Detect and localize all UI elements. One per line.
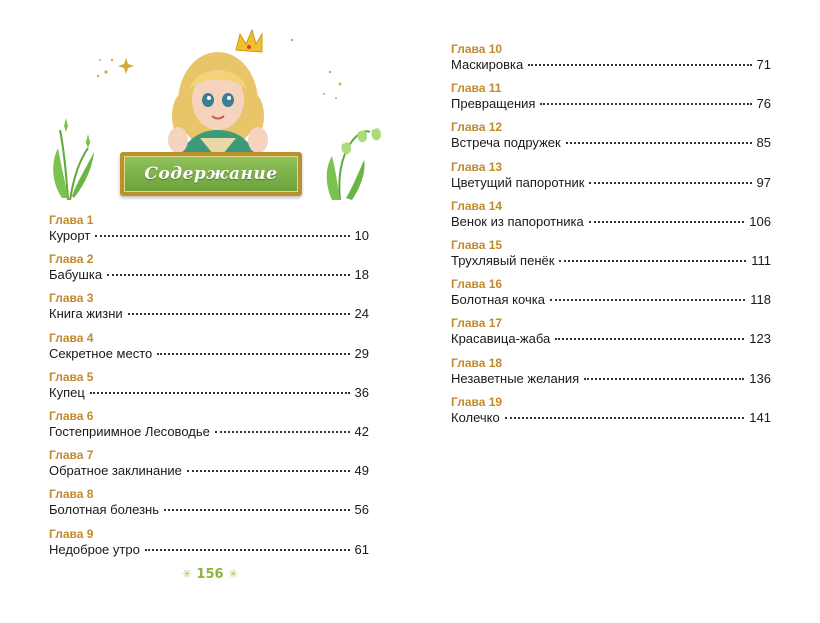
toc-entry (451, 160, 771, 199)
page-number-footer (180, 567, 240, 582)
dot-leader (550, 299, 745, 301)
entry-line (451, 330, 771, 347)
toc-entry (49, 331, 369, 370)
chapter-page-number: 10 (354, 228, 369, 243)
dot-leader (90, 392, 350, 394)
chapter-title: Секретное место (49, 345, 153, 361)
entry-line (451, 213, 771, 230)
sparkle-icon (97, 58, 134, 77)
toc-entry (451, 42, 771, 81)
sparkle-icon (291, 39, 342, 99)
chapter-title: Незаветные желания (451, 370, 580, 386)
chapter-page-number: 24 (354, 306, 369, 322)
chapter-page-number: 49 (354, 463, 369, 479)
dot-leader (95, 235, 349, 237)
entry-line (49, 227, 369, 244)
chapter-page-number: 118 (750, 292, 771, 308)
dot-leader (589, 221, 745, 223)
chapter-page-number: 36 (354, 384, 369, 400)
chapter-title: Книга жизни (49, 306, 123, 322)
dot-leader (559, 260, 746, 262)
toc-entry (451, 81, 771, 120)
toc-entry (451, 120, 771, 159)
toc-entry (451, 277, 771, 316)
chapter-page-number: 97 (756, 174, 771, 190)
title-plaque (120, 152, 302, 196)
entry-line (49, 541, 369, 558)
entry-line (451, 291, 771, 308)
chapter-title: Венок из папоротника (451, 213, 584, 229)
entry-line (451, 370, 771, 387)
dot-leader (555, 338, 744, 340)
chapter-label: Глава 13 (451, 159, 503, 174)
chapter-label: Глава 9 (49, 526, 94, 541)
dot-leader (164, 509, 350, 511)
toc-entry (451, 395, 771, 434)
chapter-label: Глава 18 (451, 355, 503, 370)
chapter-label: Глава 10 (451, 42, 503, 56)
chapter-title: Трухлявый пенёк (451, 252, 555, 268)
dot-leader (157, 353, 349, 355)
entry-line (451, 252, 771, 269)
chapter-title: Болотная болезнь (49, 502, 159, 518)
chapter-label: Глава 15 (451, 237, 503, 252)
dot-leader (107, 274, 349, 276)
chapter-title: Маскировка (451, 57, 524, 72)
chapter-title: Цветущий папоротник (451, 174, 585, 190)
chapter-label: Глава 8 (49, 487, 94, 502)
dot-leader (589, 182, 751, 184)
toc-entry (451, 199, 771, 238)
chapter-title: Превращения (451, 96, 536, 112)
entry-line (451, 56, 771, 73)
star-icon: ✳ (228, 567, 239, 581)
chapter-label: Глава 14 (451, 198, 503, 213)
page-number: 156 (196, 567, 224, 582)
chapter-title: Купец (49, 384, 85, 400)
chapter-page-number: 71 (756, 57, 771, 72)
chapter-page-number: 106 (749, 213, 771, 229)
dot-leader (566, 142, 752, 144)
chapter-page-number: 123 (749, 331, 771, 347)
chapter-page-number: 141 (749, 409, 771, 425)
chapter-page-number: 18 (354, 267, 369, 283)
entry-line (451, 134, 771, 151)
chapter-label: Глава 4 (49, 330, 94, 345)
chapter-page-number: 85 (756, 135, 771, 151)
chapter-label: Глава 3 (49, 291, 94, 306)
star-icon: ✳ (181, 567, 192, 581)
entry-line (49, 266, 369, 283)
entry-line (451, 174, 771, 191)
chapter-title: Красавица-жаба (451, 331, 551, 347)
chapter-title: Курорт (49, 228, 91, 243)
toc-entry (49, 409, 369, 448)
dot-leader (540, 103, 751, 105)
toc-entry (49, 527, 369, 566)
entry-line (49, 501, 369, 518)
princess-illustration (168, 30, 268, 170)
entry-line (49, 384, 369, 401)
toc-entry (451, 238, 771, 277)
chapter-label: Глава 5 (49, 369, 94, 384)
chapter-label: Глава 2 (49, 252, 94, 267)
chapter-title: Встреча подружек (451, 135, 561, 151)
dot-leader (215, 431, 350, 433)
crown-icon (236, 30, 262, 52)
chapter-page-number: 29 (354, 345, 369, 361)
chapter-label: Глава 6 (49, 408, 94, 423)
title-plaque-inner (124, 156, 298, 192)
chapter-page-number: 61 (354, 541, 369, 557)
dot-leader (128, 313, 350, 315)
dot-leader (187, 470, 350, 472)
toc-left-column (49, 213, 369, 566)
entry-line (49, 423, 369, 440)
chapter-label: Глава 1 (49, 213, 94, 227)
chapter-title: Гостеприимное Лесоводье (49, 423, 210, 439)
chapter-title: Бабушка (49, 267, 103, 283)
toc-entry (451, 356, 771, 395)
toc-entry (49, 487, 369, 526)
entry-line (451, 409, 771, 426)
entry-line (49, 345, 369, 362)
chapter-label: Глава 7 (49, 448, 94, 463)
chapter-title: Болотная кочка (451, 292, 545, 308)
chapter-page-number: 136 (749, 370, 771, 386)
chapter-label: Глава 11 (451, 81, 502, 96)
toc-entry (49, 252, 369, 291)
dot-leader (145, 549, 350, 551)
entry-line (49, 305, 369, 322)
dot-leader (528, 64, 751, 66)
chapter-page-number: 76 (756, 96, 771, 112)
bellflower-icon (327, 128, 381, 200)
toc-entry (49, 291, 369, 330)
chapter-label: Глава 12 (451, 120, 503, 135)
tulip-icon (53, 118, 94, 200)
page-title: Содержание (144, 164, 278, 184)
chapter-title: Недоброе утро (49, 541, 140, 557)
chapter-page-number: 111 (751, 252, 771, 268)
chapter-label: Глава 17 (451, 316, 503, 331)
chapter-page-number: 56 (354, 502, 369, 518)
entry-line (49, 462, 369, 479)
chapter-title: Обратное заклинание (49, 463, 182, 479)
chapter-label: Глава 19 (451, 394, 503, 409)
dot-leader (584, 378, 744, 380)
toc-right-column (451, 42, 771, 434)
chapter-title: Колечко (451, 409, 500, 425)
dot-leader (505, 417, 745, 419)
toc-entry (49, 370, 369, 409)
chapter-label: Глава 16 (451, 277, 503, 292)
toc-entry (451, 316, 771, 355)
entry-line (451, 95, 771, 112)
toc-entry (49, 448, 369, 487)
chapter-page-number: 42 (354, 423, 369, 439)
toc-entry (49, 213, 369, 252)
